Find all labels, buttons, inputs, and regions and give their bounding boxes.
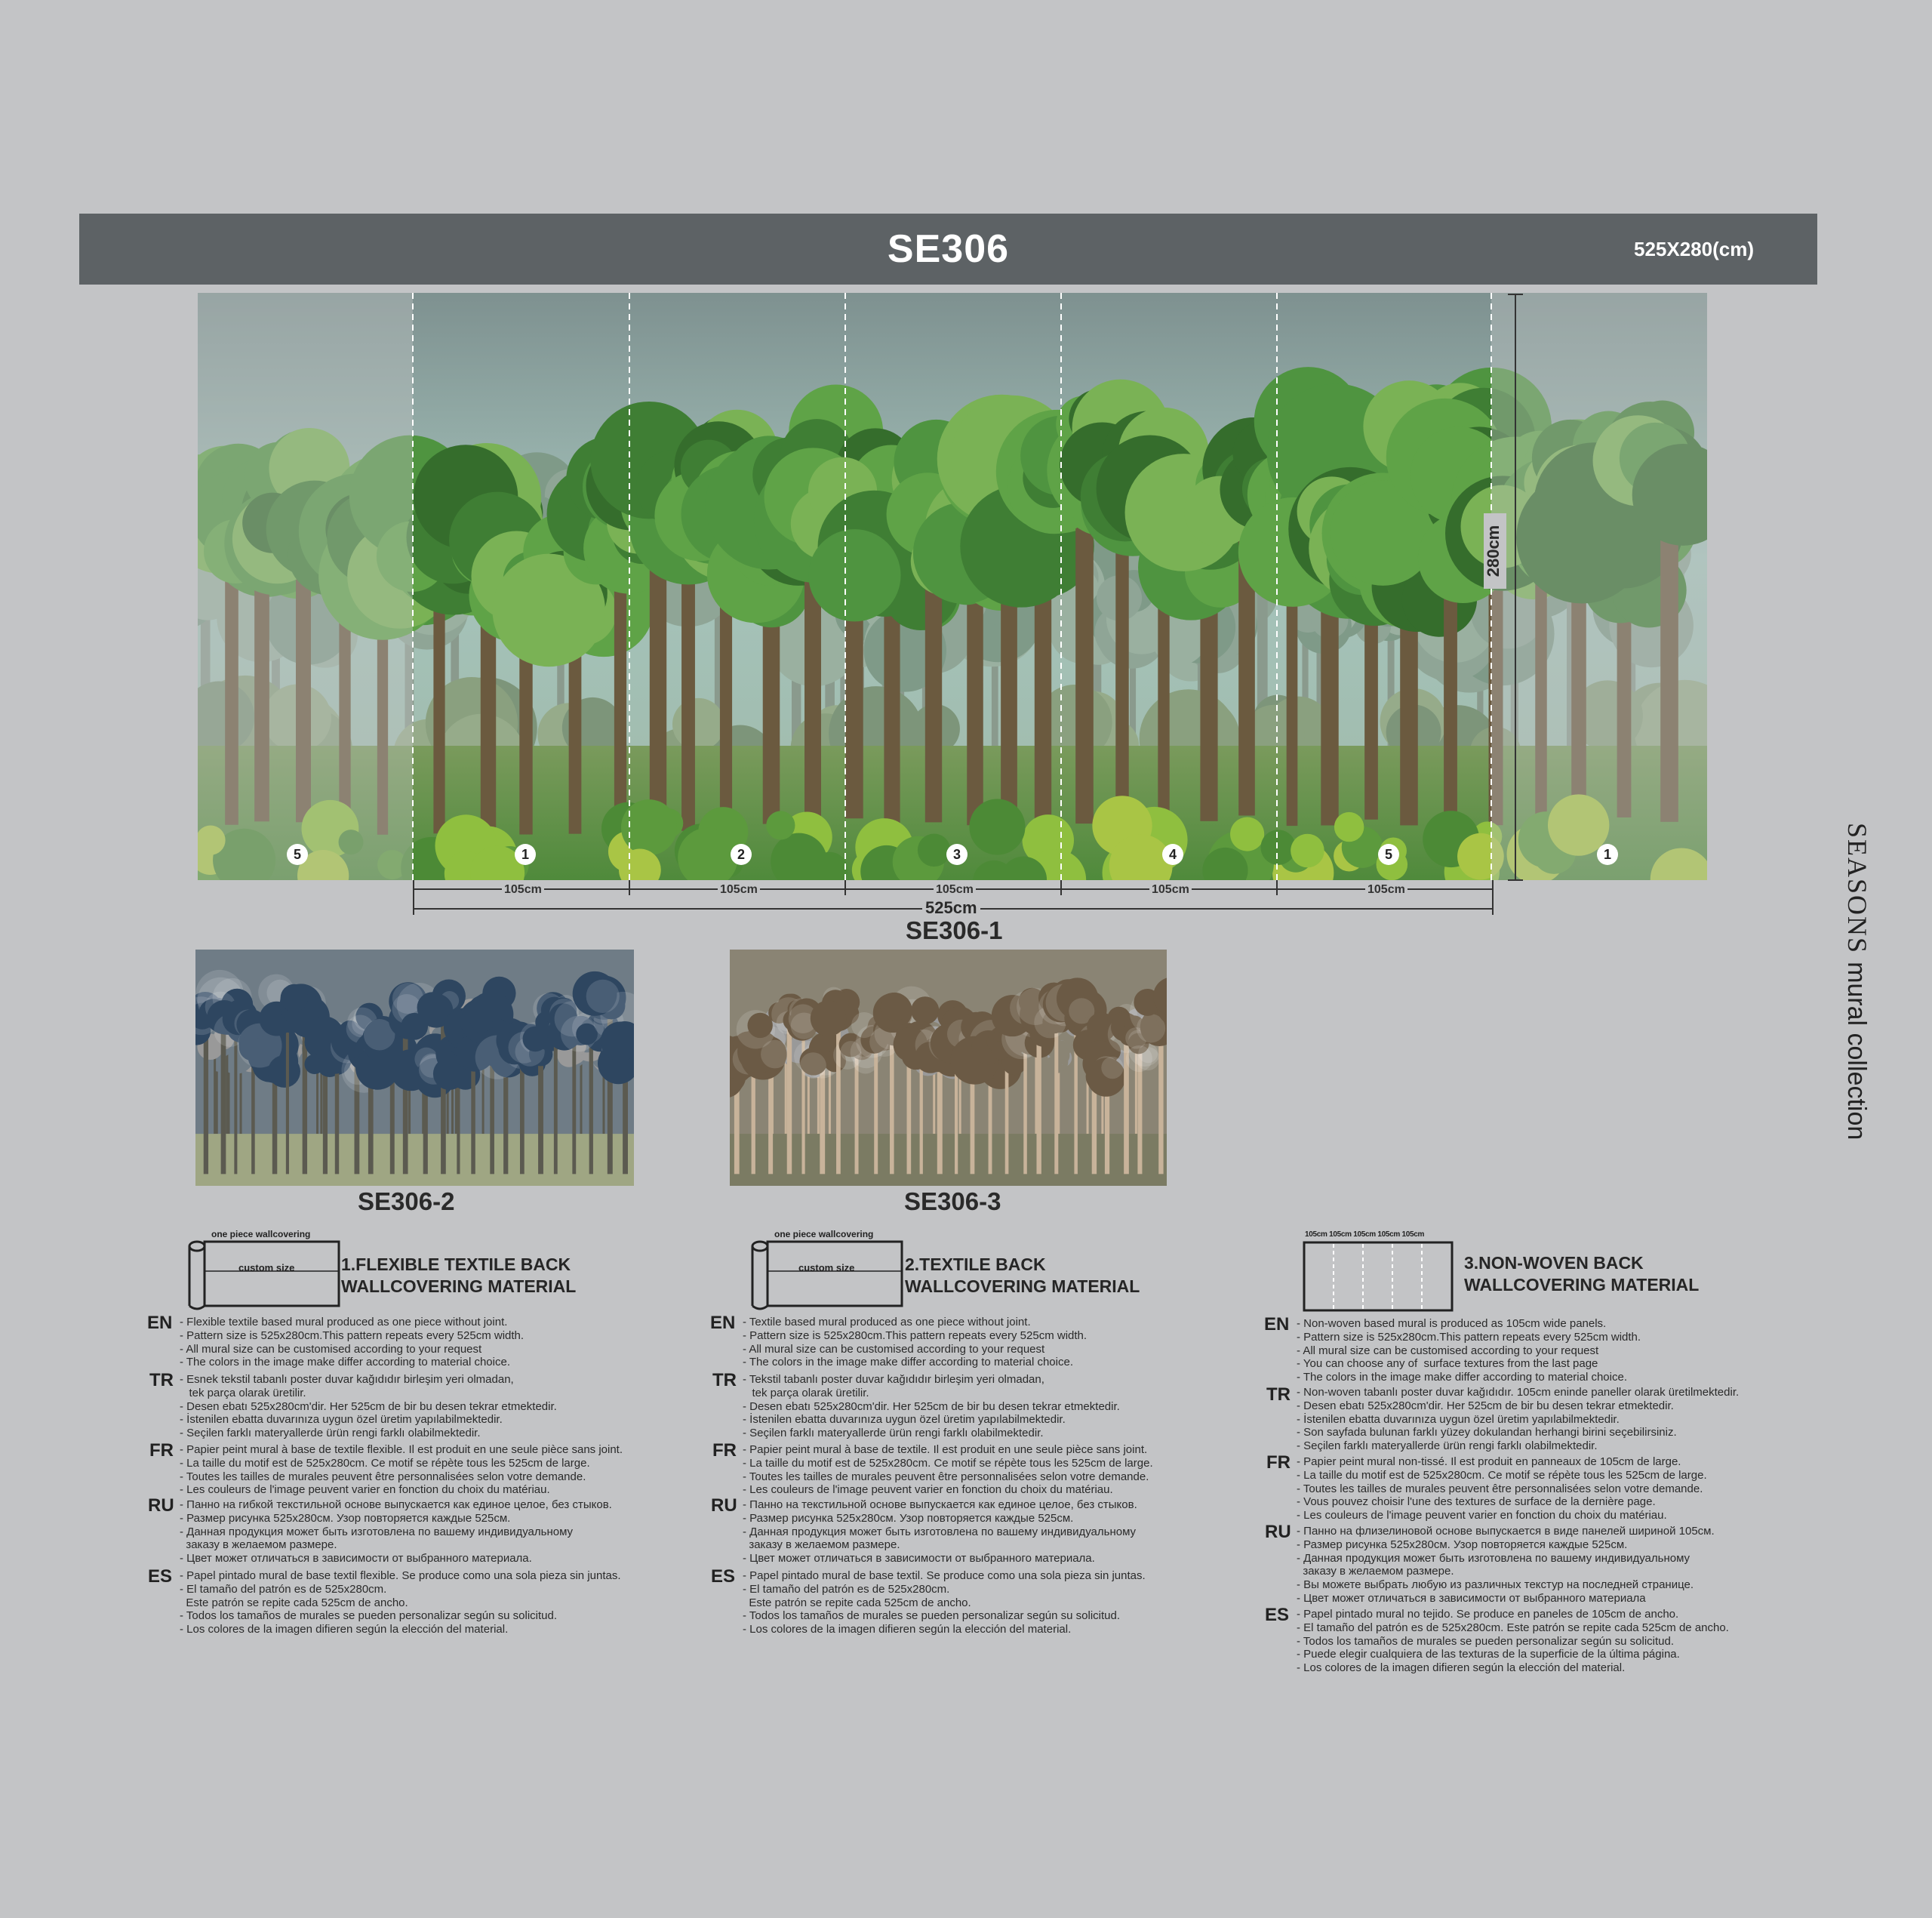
lang-text: - Tekstil tabanlı poster duvar kağıdıdır birleşim yeri olmadan, tek parça olarak üretilir. - Desen ebatı 525x280cm'dir. Her 525cm de bir bu desen tekrar etmektedir. - İstenilen ebatta duvarınıza uygun özel üretim yapılabilmektedir. - Seçilen farklı materyallerde ürün rengi farklı olabilmektedir. (743, 1373, 1120, 1440)
lang-code: FR (1266, 1452, 1291, 1473)
total-width: 525cm (922, 898, 980, 918)
panel-badge: 5 (287, 844, 308, 865)
icon-caption: 105cm 105cm 105cm 105cm 105cm (1305, 1230, 1425, 1239)
lang-text: - Papel pintado mural no tejido. Se produce en paneles de 105cm de ancho. - El tamaño del patrón es de 525x280cm. Este patrón se repite cada 525cm de ancho. - Todos los tamaños de murales se pueden personalizar según su solicitud. - Puede elegir cualquiera de las texturas de la superficie de la última página. - Los colores de la imagen difieren según la elección del material. (1297, 1608, 1729, 1675)
panel-width: 105cm (934, 883, 976, 897)
panel-width: 105cm (1365, 883, 1407, 897)
lang-code: FR (712, 1440, 737, 1461)
lang-code: FR (149, 1440, 174, 1461)
lang-code: EN (1264, 1314, 1290, 1335)
material-title-line: 2.TEXTILE BACK (905, 1255, 1046, 1274)
brand-label (1842, 823, 1909, 1178)
lang-code: TR (1266, 1384, 1291, 1405)
product-code: SE306 (887, 227, 1010, 271)
material-title-line: 1.FLEXIBLE TEXTILE BACK (341, 1255, 571, 1274)
lang-text: - Papel pintado mural de base textil. Se produce como una sola pieza sin juntas. - El tamaño del patrón es de 525x280cm. Este patrón se repite cada 525cm de ancho. - Todos los tamaños de murales se pueden personalizar según su solicitud. - Los colores de la imagen difieren según la elección del material. (743, 1569, 1146, 1636)
variant-label-3: SE306-3 (904, 1187, 1001, 1215)
variant-label-1: SE306-1 (906, 916, 1003, 944)
lang-text: - Esnek tekstil tabanlı poster duvar kağıdıdır birleşim yeri olmadan, tek parça olarak üretilir. - Desen ebatı 525x280cm'dir. Her 525cm de bir bu desen tekrar etmektedir. - İstenilen ebatta duvarınıza uygun özel üretim yapılabilmektedir. - Seçilen farklı materyallerde ürün rengi farklı olabilmektedir. (180, 1373, 557, 1440)
dimension-lines (408, 291, 1555, 918)
lang-code: RU (711, 1495, 737, 1516)
panel-width: 105cm (718, 883, 760, 897)
lang-text: - Textile based mural produced as one piece without joint. - Pattern size is 525x280cm.This pattern repeats every 525cm width. - All mural size can be customised according to your request - The colors in the image make differ according to material choice. (743, 1316, 1088, 1369)
total-height: 280cm (1484, 513, 1506, 589)
lang-code: ES (1265, 1605, 1290, 1625)
lang-text: - Papier peint mural à base de textile flexible. Il est produit en une seule pièce sans joint. - La taille du motif est de 525x280cm. Ce motif se répète tous les 525cm de large. - Toutes les tailles de murales peuvent être personnalisées selon votre demande. - Les couleurs de l'image peuvent varier en fonction du choix du matériau. (180, 1443, 623, 1497)
brand-subtitle: mural collection (1842, 962, 1871, 1141)
material-title-3 (1464, 1252, 1699, 1296)
icon-caption: one piece wallcovering (211, 1229, 311, 1239)
variant-thumbnail-2 (195, 950, 634, 1186)
lang-text: - Papel pintado mural de base textil flexible. Se produce como una sola pieza sin juntas. - El tamaño del patrón es de 525x280cm. Este patrón se repite cada 525cm de ancho. - Todos los tamaños de murales se pueden personalizar según su solicitud. - Los colores de la imagen difieren según la elección del material. (180, 1569, 621, 1636)
header-bar (79, 214, 1817, 285)
material-title-2 (905, 1254, 1140, 1298)
icon-inner: custom size (798, 1262, 855, 1273)
lang-text: - Papier peint mural à base de textile. Il est produit en une seule pièce sans joint. - La taille du motif est de 525x280cm. Ce motif se répète tous les 525cm de large. - Toutes les tailles de murales peuvent être personnalisées selon votre demande. - Les couleurs de l'image peuvent varier en fonction du choix du matériau. (743, 1443, 1153, 1497)
lang-text: - Панно на текстильной основе выпускается как единое целое, без стыков. - Размер рисунка 525x280см. Узор повторяется каждые 525см. - Данная продукция может быть изготовлена по вашему индивидуальному заказу в желаемом размере. - Цвет может отличаться в зависимости от выбранного материала. (743, 1498, 1137, 1565)
variant-label-2: SE306-2 (358, 1187, 455, 1215)
lang-code: ES (711, 1566, 736, 1587)
forest-illustration-sepia (730, 950, 1167, 1186)
panel-badge: 1 (1597, 844, 1618, 865)
lang-text: - Non-woven tabanlı poster duvar kağıdıdır. 105cm eninde paneller olarak üretilmektedir. - Desen ebatı 525x280cm'dir. Her 525cm de bir bu desen tekrar etmektedir. - İstenilen ebatta duvarınıza uygun özel üretim yapılabilmektedir. - Son sayfada bulunan farklı yüzey dokulandan herhangi birini seçebilirsiniz. - Seçilen farklı materyallerde ürün rengi farklı olabilmektedir. (1297, 1386, 1740, 1453)
material-title-1 (341, 1254, 576, 1298)
lang-code: ES (148, 1566, 173, 1587)
lang-code: RU (148, 1495, 174, 1516)
product-size: 525X280(cm) (1634, 238, 1754, 260)
panel-width: 105cm (502, 883, 544, 897)
icon-caption: one piece wallcovering (774, 1229, 874, 1239)
variant-thumbnail-3 (730, 950, 1167, 1186)
icon-inner: custom size (238, 1262, 295, 1273)
lang-code: TR (712, 1370, 737, 1390)
panel-badge: 2 (731, 844, 752, 865)
lang-code: EN (147, 1313, 173, 1333)
forest-illustration-blue (195, 950, 634, 1186)
panel-badge: 4 (1162, 844, 1183, 865)
brand-name: SEASONS (1842, 823, 1872, 955)
roll-icon (183, 1229, 341, 1310)
material-title-line: WALLCOVERING MATERIAL (341, 1276, 577, 1296)
material-title-line: WALLCOVERING MATERIAL (1464, 1275, 1700, 1295)
panel-width: 105cm (1149, 883, 1192, 897)
lang-code: TR (149, 1370, 174, 1390)
panel-badge: 3 (946, 844, 968, 865)
roll-icon (746, 1229, 904, 1310)
lang-text: - Панно на гибкой текстильной основе выпускается как единое целое, без стыков. - Размер рисунка 525x280см. Узор повторяется каждые 525см. - Данная продукция может быть изготовлена по вашему индивидуальному заказу в желаемом размере. - Цвет может отличаться в зависимости от выбранного материала. (180, 1498, 612, 1565)
lang-code: RU (1265, 1522, 1291, 1542)
material-title-line: 3.NON-WOVEN BACK (1464, 1253, 1644, 1273)
panel-badge: 1 (515, 844, 536, 865)
panel-badge: 5 (1378, 844, 1399, 865)
lang-code: EN (710, 1313, 736, 1333)
lang-text: - Панно на флизелиновой основе выпускается в виде панелей шириной 105см. - Размер рисунка 525x280см. Узор повторяется каждые 525см. - Данная продукция может быть изготовлена по вашему индивидуальному заказу в желаемом размере. - Вы можете выбрать любую из различных текстур на последней странице. - Цвет может отличаться в зависимости от выбранного материала (1297, 1525, 1715, 1605)
material-title-line: WALLCOVERING MATERIAL (905, 1276, 1140, 1296)
lang-text: - Papier peint mural non-tissé. Il est produit en panneaux de 105cm de large. - La taille du motif est de 525x280cm. Ce motif se répète tous les 525cm de large. - Toutes les tailles de murales peuvent être personnalisées selon votre demande. - Vous pouvez choisir l'une des textures de surface de la dernière page. - Les couleurs de l'image peuvent varier en fonction du choix du matériau. (1297, 1455, 1707, 1522)
lang-text: - Non-woven based mural is produced as 105cm wide panels. - Pattern size is 525x280cm.This pattern repeats every 525cm width. - All mural size can be customised according to your request - You can choose any of surface textures from the last page - The colors in the image make differ according to material choice. (1297, 1317, 1641, 1384)
lang-text: - Flexible textile based mural produced as one piece without joint. - Pattern size is 525x280cm.This pattern repeats every 525cm width. - All mural size can be customised according to your request - The colors in the image make differ according to material choice. (180, 1316, 525, 1369)
panels-icon (1303, 1229, 1457, 1313)
